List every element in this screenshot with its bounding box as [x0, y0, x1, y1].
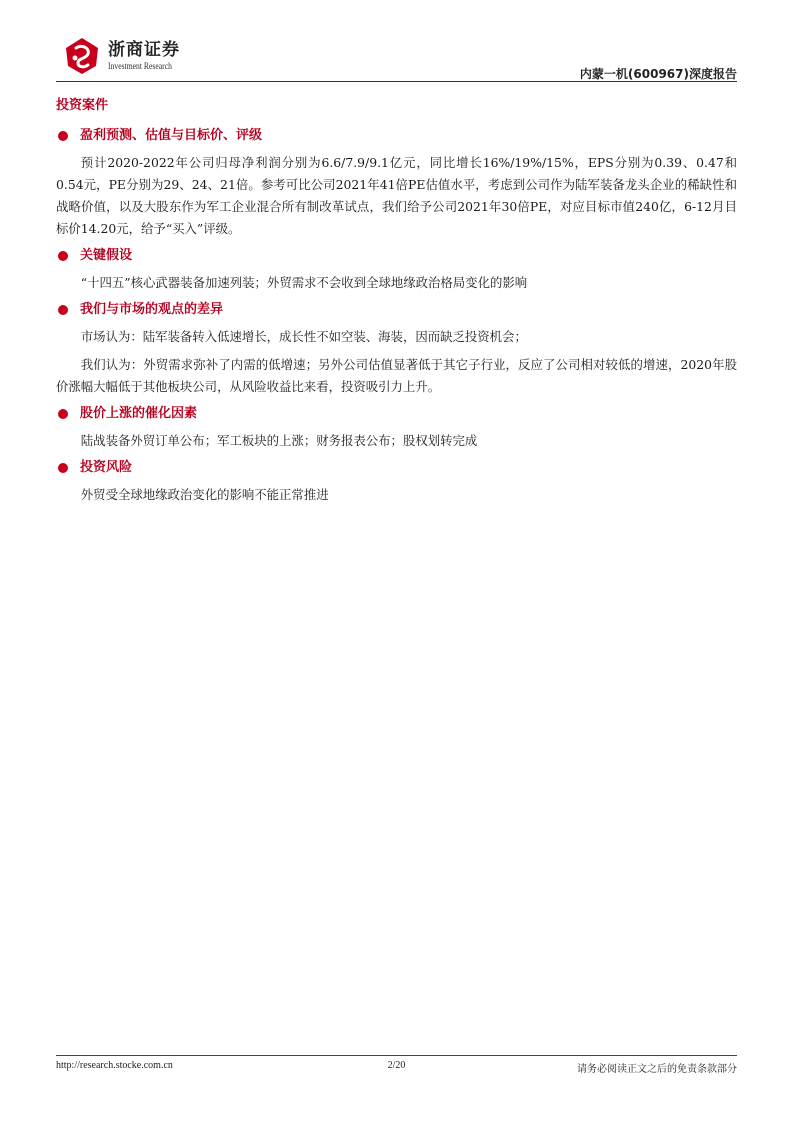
- bullet-dot-icon: [58, 305, 68, 315]
- page-footer: [56, 1060, 737, 1078]
- section-paragraph: 预计2020-2022年公司归母净利润分别为6.6/7.9/9.1亿元，同比增长16%/19%/15%，EPS分别为0.39、0.47和0.54元，PE分别为29、24、21倍。参考可比公司2021年41倍PE估值水平，考虑到公司作为陆军装备龙头企业的稀缺性和战略价值，以及大股东作为军工企业混合所有制改革试点，我们给予公司2021年30倍PE，对应目标市值240亿，6-12月目标价14.20元，给予“买入”评级。: [56, 155, 737, 236]
- section-paragraph: 外贸受全球地缘政治变化的影响不能正常推进: [80, 487, 329, 502]
- section-catalysts: [56, 404, 737, 452]
- header-divider: [56, 81, 737, 82]
- bullet-dot-icon: [58, 251, 68, 261]
- main-content: [56, 96, 737, 512]
- section-heading: [56, 126, 737, 146]
- section-valuation: [56, 126, 737, 240]
- section-heading-label: 投资风险: [80, 460, 133, 475]
- brand-block: [108, 40, 183, 72]
- footer-divider: [56, 1055, 737, 1056]
- section-key-assumptions: [56, 246, 737, 294]
- section-heading: [56, 246, 737, 266]
- bullet-dot-icon: [58, 131, 68, 141]
- section-heading: [56, 458, 737, 478]
- bullet-dot-icon: [58, 409, 68, 419]
- section-paragraph: “十四五”核心武器装备加速列装；外贸需求不会收到全球地缘政治格局变化的影响: [80, 275, 528, 290]
- section-heading: [56, 300, 737, 320]
- brand-name-en: Investment Research: [108, 61, 172, 71]
- report-title: 内蒙一机(600967)深度报告: [579, 67, 737, 81]
- section-heading: [56, 404, 737, 424]
- section-heading-label: 股价上涨的催化因素: [80, 406, 198, 421]
- section-market-differences: [56, 300, 737, 398]
- footer-url-link[interactable]: http://research.stocke.com.cn: [56, 1060, 173, 1071]
- footer-disclaimer: 请务必阅读正文之后的免责条款部分: [577, 1064, 737, 1075]
- section-paragraph: 我们认为：外贸需求弥补了内需的低增速；另外公司估值显著低于其它子行业，反应了公司相对较低的增速，2020年股价涨幅大幅低于其他板块公司，从风险收益比来看，投资吸引力上升。: [56, 357, 737, 394]
- section-paragraph: 市场认为：陆军装备转入低速增长，成长性不如空装、海装，因而缺乏投资机会；: [80, 329, 527, 344]
- bullet-dot-icon: [58, 463, 68, 473]
- section-paragraph: 陆战装备外贸订单公布；军工板块的上涨；财务报表公布；股权划转完成: [80, 433, 478, 448]
- page-number: 2/20: [387, 1060, 406, 1071]
- main-title: 投资案件: [56, 98, 109, 113]
- section-heading-label: 盈利预测、估值与目标价、评级: [80, 128, 263, 143]
- brand-name-cn: 浙商证券: [108, 40, 180, 60]
- section-risks: [56, 458, 737, 506]
- section-heading-label: 关键假设: [80, 248, 133, 263]
- section-heading-label: 我们与市场的观点的差异: [80, 302, 224, 317]
- zheshang-logo-icon: [62, 36, 102, 76]
- page-header: [56, 36, 737, 84]
